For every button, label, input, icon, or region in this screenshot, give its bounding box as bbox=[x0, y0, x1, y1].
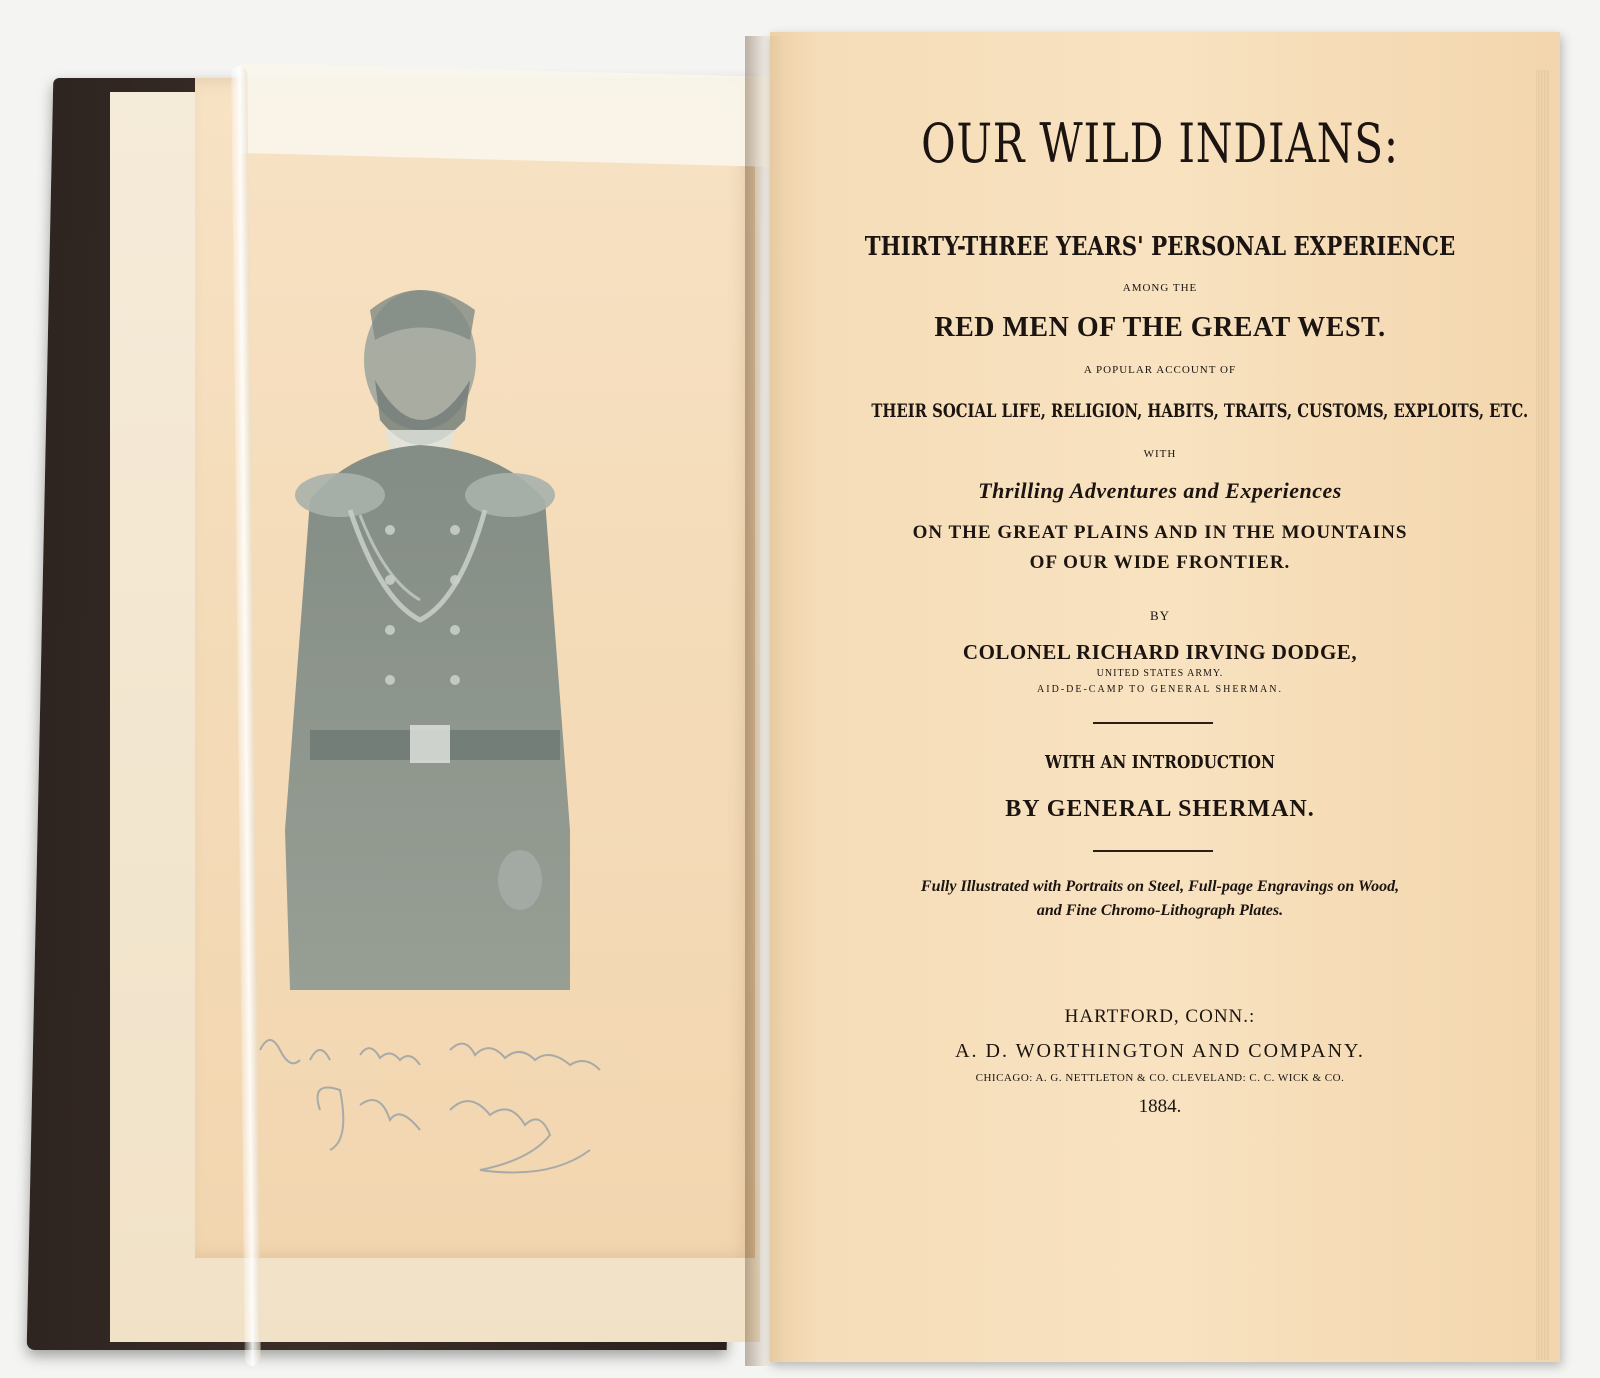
portrait-icon bbox=[270, 270, 600, 990]
author-name: COLONEL RICHARD IRVING DODGE, bbox=[962, 640, 1358, 664]
with-line: WITH bbox=[1143, 448, 1177, 460]
introduction-line: WITH AN INTRODUCTION bbox=[1045, 752, 1275, 773]
red-men-line: RED MEN OF THE GREAT WEST. bbox=[934, 312, 1386, 343]
army-line: UNITED STATES ARMY. bbox=[1096, 668, 1224, 679]
publisher-agents: CHICAGO: A. G. NETTLETON & CO. CLEVELAND: C. C. WICK & CO. bbox=[975, 1072, 1345, 1084]
by-line: BY bbox=[1149, 608, 1171, 623]
publisher-city: HARTFORD, CONN.: bbox=[1064, 1006, 1256, 1027]
page-edges bbox=[1536, 70, 1550, 1360]
publisher-name: A. D. WORTHINGTON AND COMPANY. bbox=[955, 1040, 1365, 1062]
illustrated-line-1: Fully Illustrated with Portraits on Steel, Full-page Engravings on Wood, bbox=[920, 878, 1400, 895]
among-line: AMONG THE bbox=[1122, 282, 1198, 294]
sherman-line: BY GENERAL SHERMAN. bbox=[1005, 796, 1315, 822]
tissue-guard bbox=[240, 63, 780, 167]
signature-icon bbox=[250, 1020, 610, 1190]
aid-de-camp-line: AID-DE-CAMP TO GENERAL SHERMAN. bbox=[1037, 684, 1283, 695]
thrilling-adventures-line: Thrilling Adventures and Experiences bbox=[978, 478, 1342, 503]
illustrated-line-2: and Fine Chromo-Lithograph Plates. bbox=[1036, 902, 1284, 919]
book-subtitle: THIRTY-THREE YEARS' PERSONAL EXPERIENCE bbox=[864, 232, 1456, 262]
divider-rule bbox=[1093, 850, 1213, 852]
frontier-line: OF OUR WIDE FRONTIER. bbox=[1029, 552, 1291, 573]
popular-account-line: A POPULAR ACCOUNT OF bbox=[1083, 364, 1237, 376]
book-title: OUR WILD INDIANS: bbox=[921, 112, 1399, 175]
great-plains-line: ON THE GREAT PLAINS AND IN THE MOUNTAINS bbox=[912, 522, 1408, 543]
publication-year: 1884. bbox=[1138, 1096, 1182, 1117]
book-gutter bbox=[745, 36, 785, 1366]
divider-rule bbox=[1093, 722, 1213, 724]
social-life-line: THEIR SOCIAL LIFE, RELIGION, HABITS, TRAITS, CUSTOMS, EXPLOITS, ETC. bbox=[871, 400, 1529, 422]
